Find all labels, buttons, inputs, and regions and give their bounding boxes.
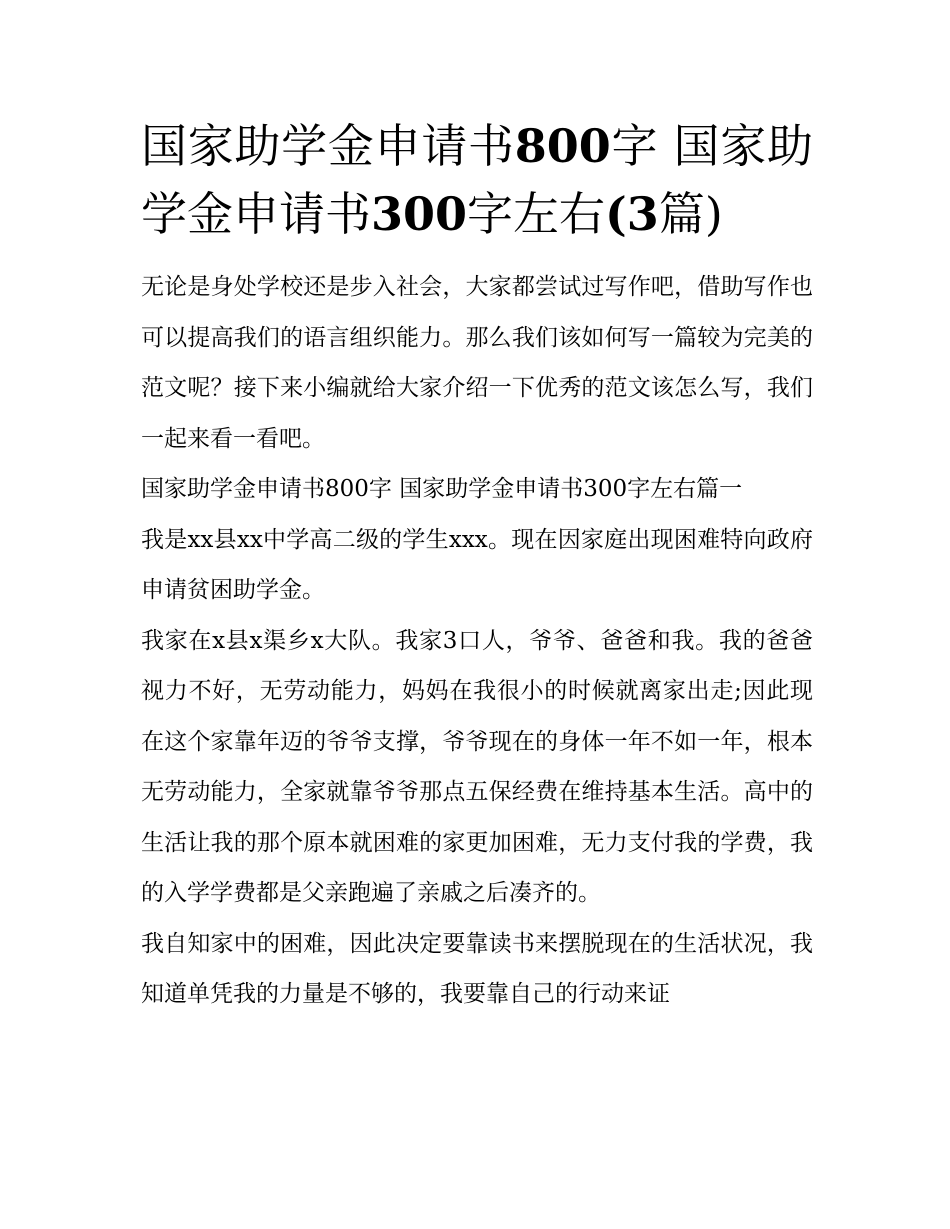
- paragraph-family: 我家在x县x渠乡x大队。我家3口人，爷爷、爸爸和我。我的爸爸视力不好，无劳动能力，妈妈在我很小的时候就离家出走;因此现在这个家靠年迈的爷爷支撑，爷爷现在的身体一年不如一年，根本无劳动能力，全家就靠爷爷那点五保经费在维持基本生活。高中的生活让我的那个原本就困难的家更加困难，无力支付我的学费，我的入学学费都是父亲跑遍了亲戚之后凑齐的。: [141, 627, 813, 906]
- paragraph-applicant: 我是xx县xx中学高二级的学生xxx。现在因家庭出现困难特向政府申请贫困助学金。: [141, 526, 813, 603]
- document-title: [141, 112, 813, 248]
- paragraph-intro: 无论是身处学校还是步入社会，大家都尝试过写作吧，借助写作也可以提高我们的语言组织能力。那么我们该如何写一篇较为完美的范文呢？接下来小编就给大家介绍一下优秀的范文该怎么写，我们一起来看一看吧。: [141, 274, 813, 452]
- title-text-4: 篇): [658, 187, 723, 241]
- paragraph-resolve: 我自知家中的困难，因此决定要靠读书来摆脱现在的生活状况，我知道单凭我的力量是不够的，我要靠自己的行动来证: [141, 930, 813, 1007]
- document-body: [141, 262, 813, 1020]
- title-count: (3: [605, 187, 659, 241]
- title-number-800: 800: [514, 119, 611, 173]
- title-text-3: 字左右: [467, 187, 606, 241]
- title-text-1: 国家助学金申请书: [141, 119, 515, 173]
- paragraph-section-heading: 国家助学金申请书800字 国家助学金申请书300字左右篇一: [141, 476, 743, 502]
- title-text-2: 字 国家助学金申请书: [141, 119, 813, 241]
- title-number-300: 300: [371, 187, 468, 241]
- document-page: [141, 112, 813, 1020]
